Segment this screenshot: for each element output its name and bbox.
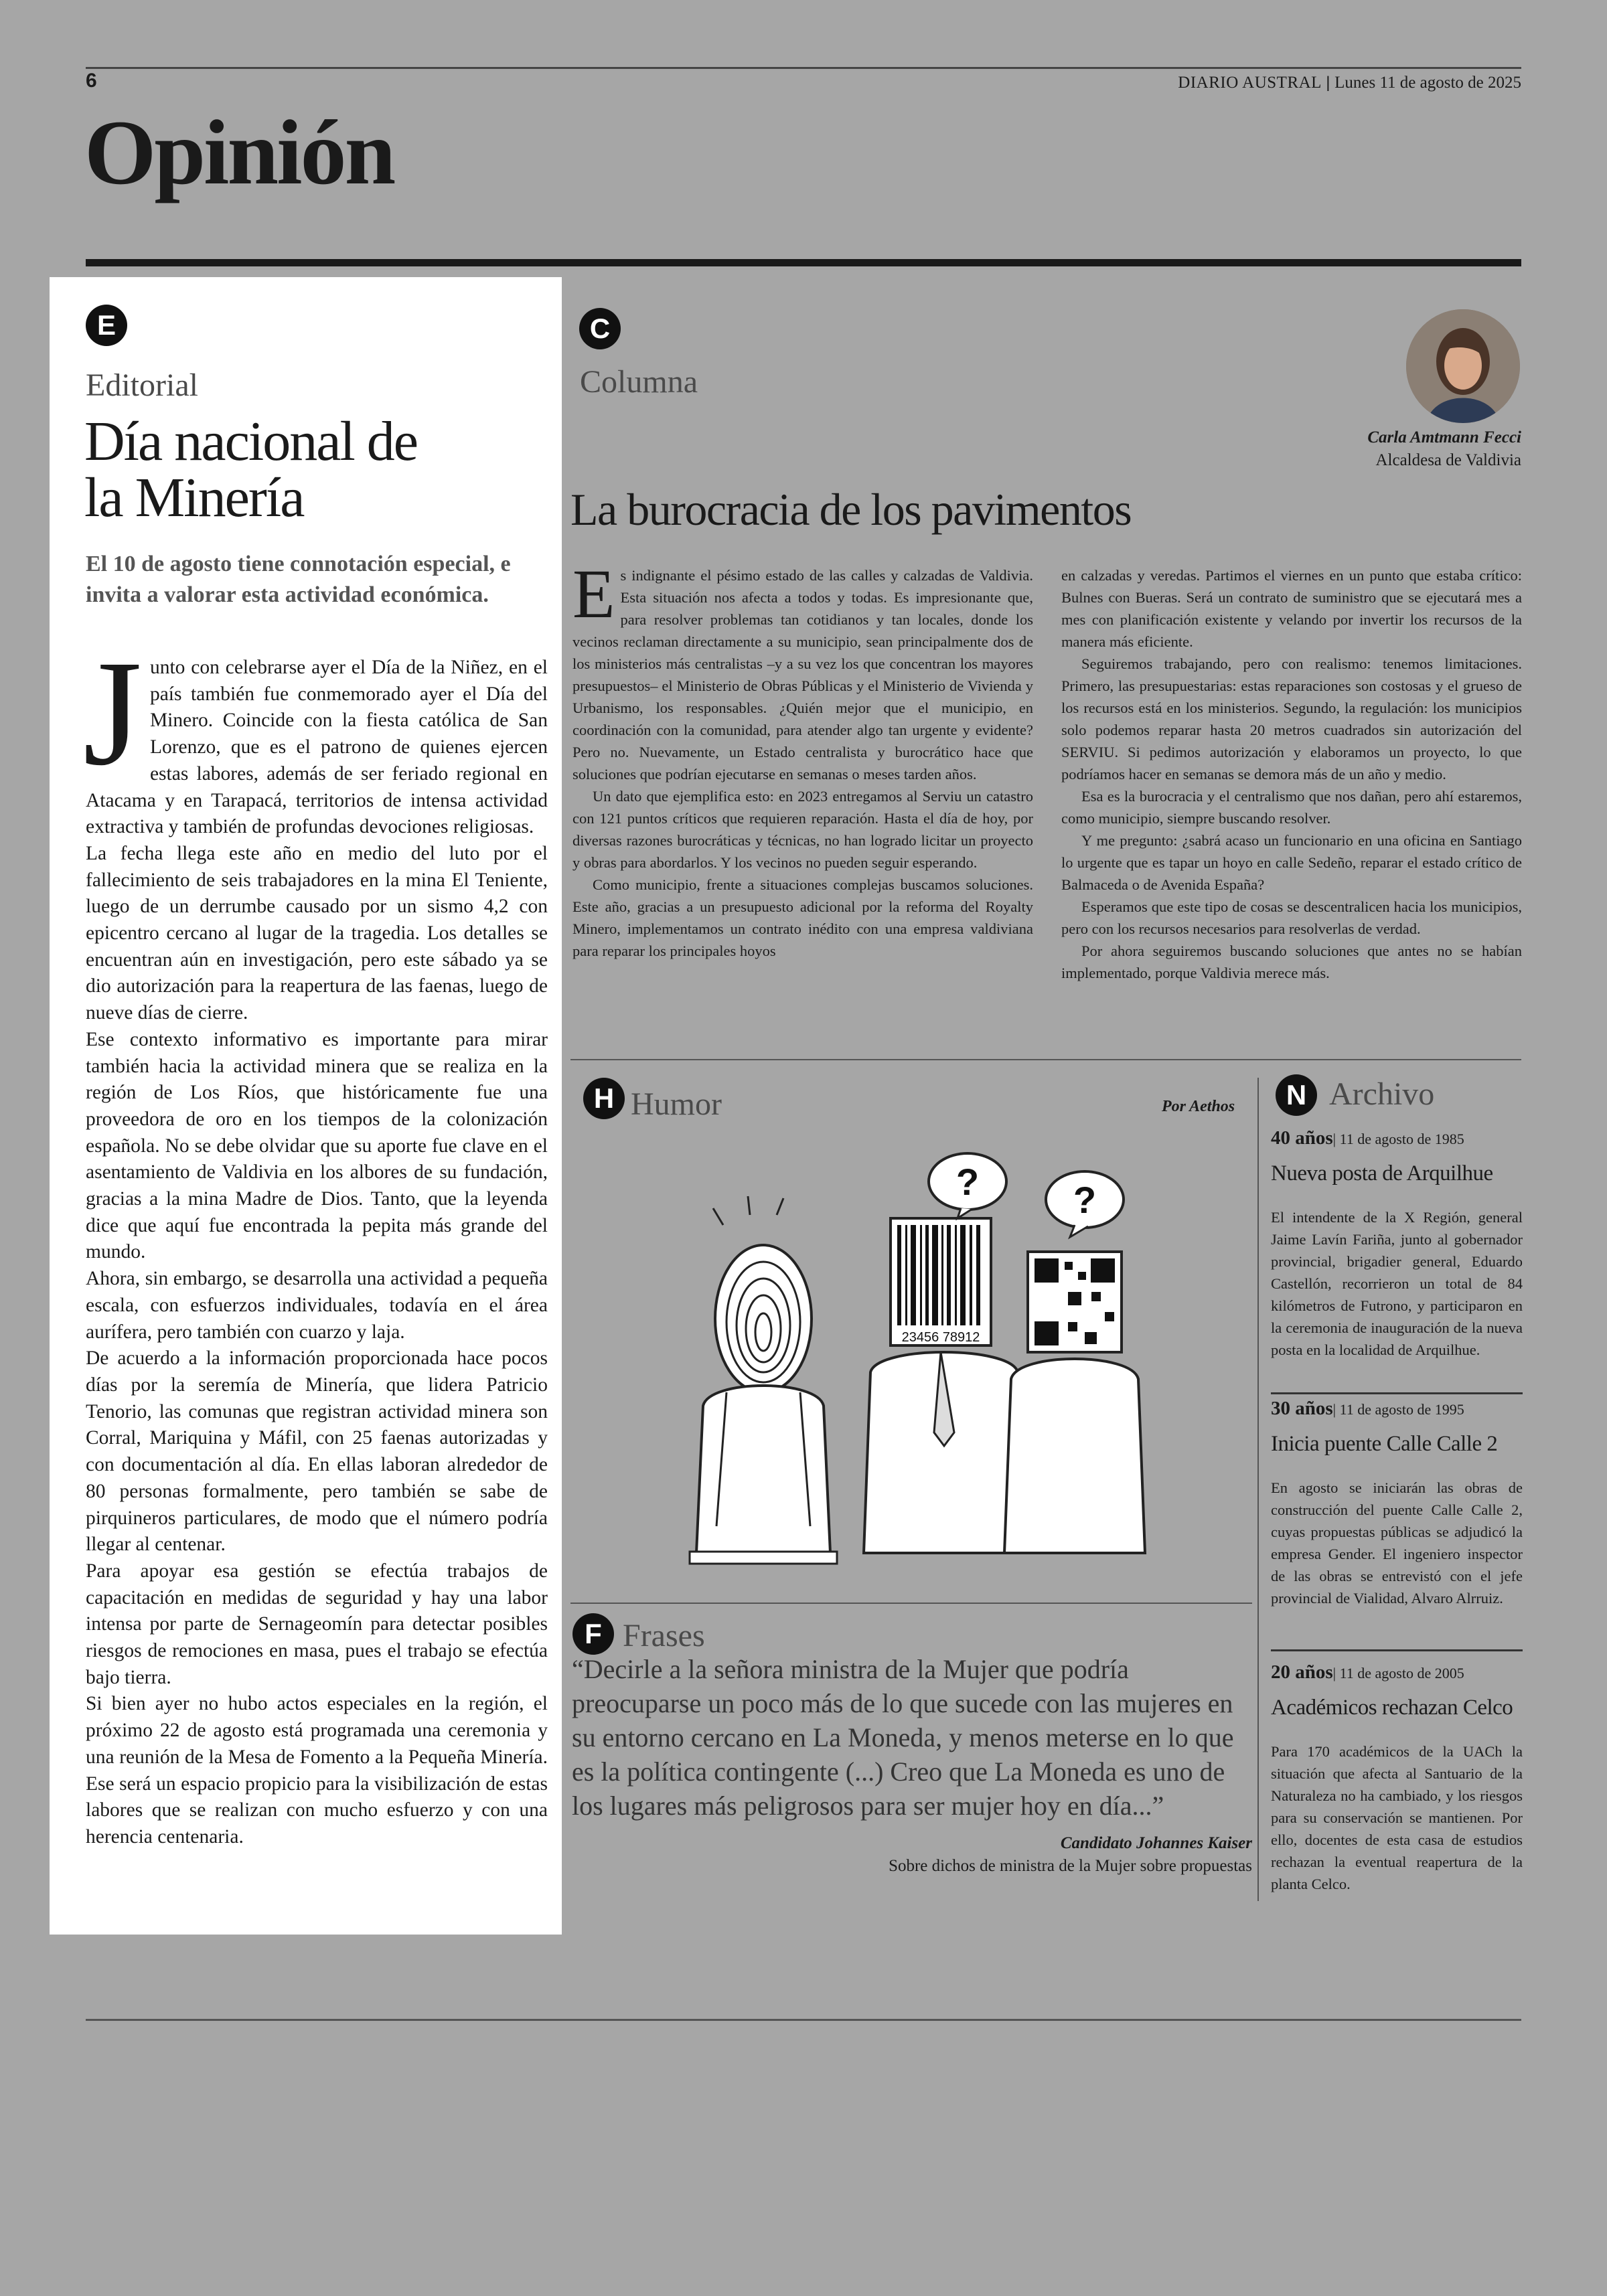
editorial-paragraph: La fecha llega este año en medio del luto por el fallecimiento de seis trabajadores en la mina El Teniente, luego de un derrumbe causado por un sismo 4,2 con epicentro cercano al lugar de la tragedia. Los detalles se encuentran aún en investigación, pero este sábado ya se dio autorización para la reapertura de las faenas, luego de nueve días de cierre. (86, 842, 548, 1024)
columna-paragraph: Como municipio, frente a situaciones complejas buscamos soluciones. Este año, gracias a un presupuesto adicional por la reforma del Royalty Minero, implementamos un contrato inédito con una empresa valdiviana para reparar los principales hoyos (572, 876, 1033, 959)
archivo-years: 30 años (1271, 1398, 1333, 1419)
editorial-paragraph: unto con celebrarse ayer el Día de la Niñez, en el país también fue conmemorado ayer el Día del Minero. Coincide con la fiesta católica de San Lorenzo, que es el patrono de quienes ejercen estas labores, además de ser feriado regional en Atacama y en Tarapacá, territorios de intensa actividad extractiva y también de profundas devociones religiosas. (86, 657, 548, 838)
editorial-badge: E (86, 305, 127, 346)
humor-bottom-rule (570, 1603, 1252, 1604)
archivo-rule (1271, 1649, 1523, 1651)
archivo-years: 40 años (1271, 1127, 1333, 1149)
archivo-item (1271, 1398, 1523, 1609)
archivo-text: En agosto se iniciarán las obras de construcción del puente Calle Calle 2, cuyas propuestas públicas se adjudicó la empresa Gender. El ingeniero inspector de las obras se entrevistó con el jefe provincial de Vialidad, Alvaro Alrruiz. (1271, 1479, 1523, 1607)
top-rule (86, 67, 1521, 69)
editorial-paragraph: Ese contexto informativo es importante para mirar también hacia la actividad minera que se realiza en la región de Los Ríos, que históricamente fue una proveedora de oro en los tiempos de la colonización española. No se debe olvidar que su aporte fue clave en el asentamiento de Valdivia en los albores de su fundación, gracias a la mina Madre de Dios. Tanto, que la leyenda dice que aquí fue encontrada la pepita más grande del mundo. (86, 1028, 548, 1263)
archivo-item (1271, 1127, 1523, 1361)
editorial-label: Editorial (86, 367, 198, 403)
archivo-divider (1257, 1078, 1259, 1901)
cartoon-illustration-icon (663, 1151, 1152, 1580)
frases-speaker: Candidato Johannes Kaiser (1060, 1834, 1252, 1852)
svg-text:23456 78912: 23456 78912 (901, 1330, 980, 1345)
humor-badge: H (583, 1078, 625, 1119)
editorial-headline: Día nacional de la Minería (84, 410, 418, 529)
columna-paragraph: en calzadas y veredas. Partimos el viernes en un punto que estaba crítico: Bulnes con Bueras. Será un contrato de suministro que se ejecutará mes a mes con planificación existente y velando por invertir los recursos de la manera más eficiente. (1061, 567, 1522, 650)
editorial-subhead: El 10 de agosto tiene connotación especial, e invita a valorar esta actividad económica. (86, 552, 511, 607)
editorial-paragraph: Ahora, sin embargo, se desarrolla una actividad a pequeña escala, con esfuerzos individuales, todavía en el área aurífera, pero también con cuarzo y laja. (86, 1268, 548, 1343)
frases-quote: “Decirle a la señora ministra de la Mujer que podría preocuparse un poco más de lo que sucede con las mujeres en su entorno cercano en La Moneda, y menos meterse en lo que es la política contingente (...) Creo que La Moneda es uno de los lugares más peligrosos para ser mujer hoy en día...” (572, 1654, 1234, 1821)
columna-paragraph: s indignante el pésimo estado de las calles y calzadas de Valdivia. Esta situación nos afecta a todos y todas. Es impresionante que, para resolver problemas tan cotidianos y tan locales, donde los vecinos reclaman directamente a su municipio, sean principalmente dos de los ministerios más centralistas –y a su vez los que concentran los mayores presupuestos– el Ministerio de Obras Públicas y el Ministerio de Vivienda y Urbanismo, los responsables. ¿Quién mejor que el municipio, en coordinación con la comunidad, para atender algo tan urgente y evidente? Pero no. Nuevamente, un Estado centralista y burocrático hace que soluciones que podrían ejecutarse en semanas o meses tarden años. (572, 567, 1033, 783)
author-role: Alcaldesa de Valdivia (1375, 451, 1521, 469)
masthead: DIARIO AUSTRAL (1178, 74, 1322, 92)
section-title: Opinión (84, 101, 394, 203)
svg-text:?: ? (955, 1161, 980, 1203)
masthead-date: DIARIO AUSTRAL | Lunes 11 de agosto de 2025 (1178, 74, 1521, 92)
columna-bottom-rule (570, 1059, 1521, 1060)
frases-label: Frases (623, 1618, 705, 1653)
archivo-date: | 11 de agosto de 1995 (1332, 1401, 1464, 1418)
columna-col1 (572, 556, 1033, 962)
frases-badge: F (572, 1613, 614, 1655)
columna-label: Columna (580, 364, 698, 400)
columna-badge: C (579, 308, 621, 349)
humor-label: Humor (631, 1086, 722, 1122)
archivo-label: Archivo (1329, 1076, 1435, 1112)
archivo-rule (1271, 1392, 1523, 1394)
editorial-paragraph: Para apoyar esa gestión se efectúa trabajos de capacitación en medidas de seguridad y hay una labor intensa por parte de Sernageomín para detectar posibles riesgos de remociones en masa, pues el trabajo se efectúa bajo tierra. (86, 1560, 548, 1688)
author-name: Carla Amtmann Fecci (1367, 428, 1521, 446)
archivo-title: Inicia puente Calle Calle 2 (1271, 1432, 1498, 1456)
archivo-text: Para 170 académicos de la UACh la situación que afecta al Santuario de la Naturaleza no ha cambiado, y los riesgos para su conservación se mantienen. Por ello, docentes de esta casa de estudios rechazan la eventual reapertura de la planta Celco. (1271, 1743, 1523, 1892)
archivo-badge: N (1276, 1074, 1317, 1116)
archivo-text: El intendente de la X Región, general Jaime Lavín Fariña, junto al gobernador provincial, brigadier general, Eduardo Castellón, recorrieron un total de 84 kilómetros de Futrono, y participaron en la ceremonia de inauguración de la nueva posta en la localidad de Arquilhue. (1271, 1209, 1523, 1358)
columna-col2 (1061, 564, 1522, 984)
humor-cartoon (663, 1151, 1152, 1580)
frases-context: Sobre dichos de ministra de la Mujer sobre propuestas (889, 1857, 1252, 1875)
columna-paragraph: Por ahora seguiremos buscando soluciones que antes no se habían implementado, porque Valdivia merece más. (1061, 942, 1522, 981)
columna-paragraph: Esperamos que este tipo de cosas se descentralicen hacia los municipios, pero con los recursos necesarios para resolverlas de verdad. (1061, 898, 1522, 937)
header-thick-rule (86, 259, 1521, 266)
page-number: 6 (86, 70, 97, 92)
columna-dropcap: E (572, 556, 615, 633)
bottom-rule (86, 2019, 1521, 2021)
archivo-date: | 11 de agosto de 1985 (1332, 1131, 1464, 1147)
archivo-years: 20 años (1271, 1661, 1333, 1683)
archivo-title: Académicos rechazan Celco (1271, 1696, 1513, 1720)
svg-text:?: ? (1073, 1179, 1097, 1221)
archivo-date: | 11 de agosto de 2005 (1332, 1665, 1464, 1682)
author-photo (1406, 309, 1520, 423)
archivo-title: Nueva posta de Arquilhue (1271, 1161, 1493, 1185)
editorial-paragraph: Si bien ayer no hubo actos especiales en la región, el próximo 22 de agosto está programada una ceremonia y una reunión de la Mesa de Fomento a la Pequeña Minería. Ese será un espacio propicio para la visibilización de estas labores que se realizan con mucho esfuerzo y con una herencia centenaria. (86, 1693, 548, 1848)
columna-headline: La burocracia de los pavimentos (570, 484, 1132, 535)
humor-credit: Por Aethos (1162, 1098, 1235, 1115)
issue-date: Lunes 11 de agosto de 2025 (1334, 74, 1521, 92)
editorial-body (83, 629, 548, 1851)
editorial-paragraph: De acuerdo a la información proporcionada hace pocos días por la seremía de Minería, que lidera Patricio Tenorio, las comunas que registran actividad minera son Corral, Mariquina y Máfil, con 25 faenas autorizadas y con documentación al día. En ellas laboran alrededor de 80 personas formalmente, pero también se sabe de pirquineros particulares, de modo que el número podría llegar al centenar. (86, 1347, 548, 1556)
columna-paragraph: Seguiremos trabajando, pero con realismo: tenemos limitaciones. Primero, las presupuestarias: estas reparaciones son costosas y el grueso de los recursos está en los ministerios. Segundo, la regulación: los municipios solo podemos reparar hasta 20 metros cuadrados sin autorización del SERVIU. Si pedimos autorización y elaboramos un proyecto, lo que podríamos hacer en semanas se demora más de un año y medio. (1061, 655, 1522, 783)
editorial-dropcap: J (83, 629, 142, 797)
columna-paragraph: Y me pregunto: ¿sabrá acaso un funcionario en una oficina en Santiago lo urgente que es tapar un hoyo en calle Sedeño, reparar el estado crítico de Balmaceda o de Avenida España? (1061, 832, 1522, 893)
columna-paragraph: Un dato que ejemplifica esto: en 2023 entregamos al Serviu un catastro con 121 puntos críticos que requieren reparación. Hasta el día de hoy, por diversas razones burocráticas y técnicas, no han logrado licitar un proyecto y obras para abordarlos. Y los vecinos no pueden seguir esperando. (572, 788, 1033, 871)
archivo-item (1271, 1661, 1523, 1895)
author-portrait-icon (1406, 309, 1520, 423)
columna-paragraph: Esa es la burocracia y el centralismo que nos dañan, pero ahí estaremos, como municipio, siempre buscando resolver. (1061, 788, 1522, 827)
